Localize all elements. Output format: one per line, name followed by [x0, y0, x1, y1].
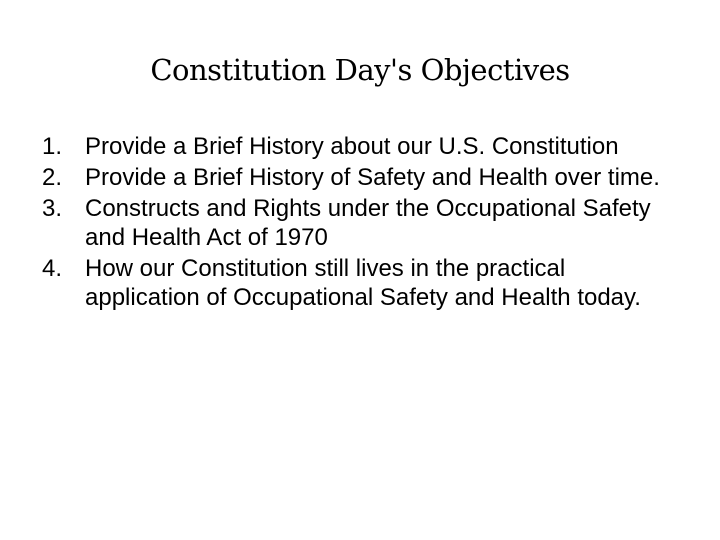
- objective-item-4: [42, 254, 682, 312]
- objective-text: How our Constitution still lives in the practical application of Occupational Safety and Health today.: [85, 255, 641, 311]
- objectives-list: [42, 132, 682, 314]
- slide-title: Constitution Day's Objectives: [150, 53, 570, 87]
- objective-number: 4.: [42, 255, 63, 282]
- objective-number: 3.: [42, 195, 63, 222]
- objective-item-1: [42, 132, 682, 161]
- objective-number: 1.: [42, 133, 63, 160]
- objective-item-3: [42, 194, 682, 252]
- objective-text: Provide a Brief History of Safety and Health over time.: [85, 164, 660, 191]
- objective-number: 2.: [42, 164, 63, 191]
- objective-item-2: [42, 163, 682, 192]
- objective-text: Provide a Brief History about our U.S. Constitution: [85, 133, 619, 160]
- objective-text: Constructs and Rights under the Occupational Safety and Health Act of 1970: [85, 195, 651, 251]
